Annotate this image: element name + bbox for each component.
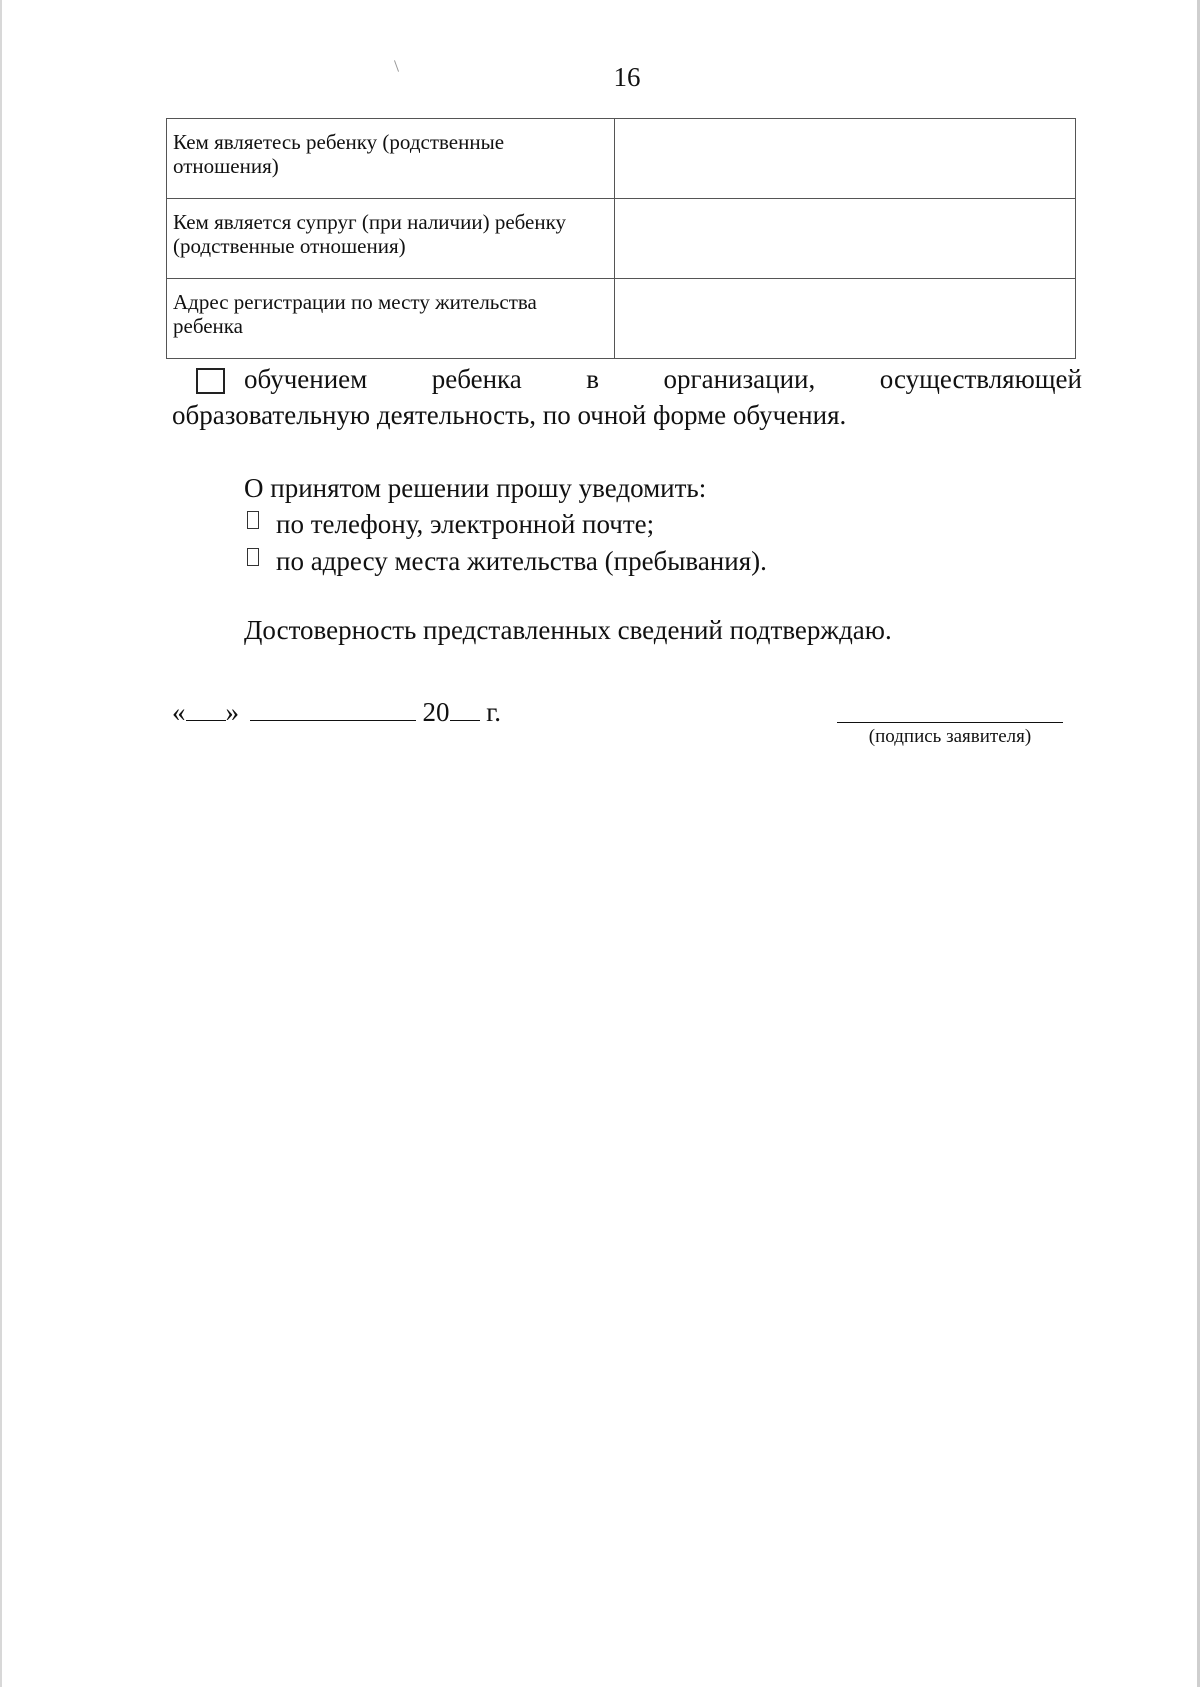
signature-caption: (подпись заявителя) — [868, 726, 1032, 747]
date-open-quote: « — [172, 697, 186, 727]
year-blank[interactable] — [450, 694, 480, 721]
day-blank[interactable] — [186, 694, 226, 721]
month-blank[interactable] — [250, 694, 416, 721]
notify-address-checkbox[interactable] — [247, 548, 259, 566]
date-field — [172, 694, 501, 730]
notify-phone-email-label: по телефону, электронной почте; — [276, 509, 655, 539]
table-row — [167, 199, 1076, 279]
table-cell-value[interactable] — [615, 199, 1076, 279]
table-row — [167, 279, 1076, 359]
table-cell-label: Кем являетесь ребенку (родственные отношения) — [167, 119, 615, 199]
date-century: 20 — [422, 697, 450, 727]
education-checkbox[interactable] — [196, 368, 225, 394]
notify-phone-email-checkbox[interactable] — [247, 511, 259, 529]
table-cell-label: Адрес регистрации по месту жительства ребенка — [167, 279, 615, 359]
date-year-suffix: г. — [486, 697, 502, 727]
table-cell-label: Кем является супруг (при наличии) ребенку (родственные отношения) — [167, 199, 615, 279]
date-close-quote: » — [225, 697, 239, 727]
education-option-text-line2: образовательную деятельность, по очной форме обучения. — [172, 400, 847, 430]
notification-heading: О принятом решении прошу уведомить: — [244, 473, 707, 503]
confirmation-text: Достоверность представленных сведений подтверждаю. — [244, 615, 892, 645]
table-cell-value[interactable] — [615, 119, 1076, 199]
table-row — [167, 119, 1076, 199]
notify-address-label: по адресу места жительства (пребывания). — [276, 546, 767, 576]
table-cell-value[interactable] — [615, 279, 1076, 359]
relations-table — [166, 118, 1076, 359]
signature-line[interactable] — [837, 722, 1063, 723]
page-number: 16 — [613, 62, 641, 92]
education-option-text-line1: обучением ребенка в организации, осуществляющей — [244, 364, 1082, 394]
page-edge-left — [0, 0, 2, 1687]
